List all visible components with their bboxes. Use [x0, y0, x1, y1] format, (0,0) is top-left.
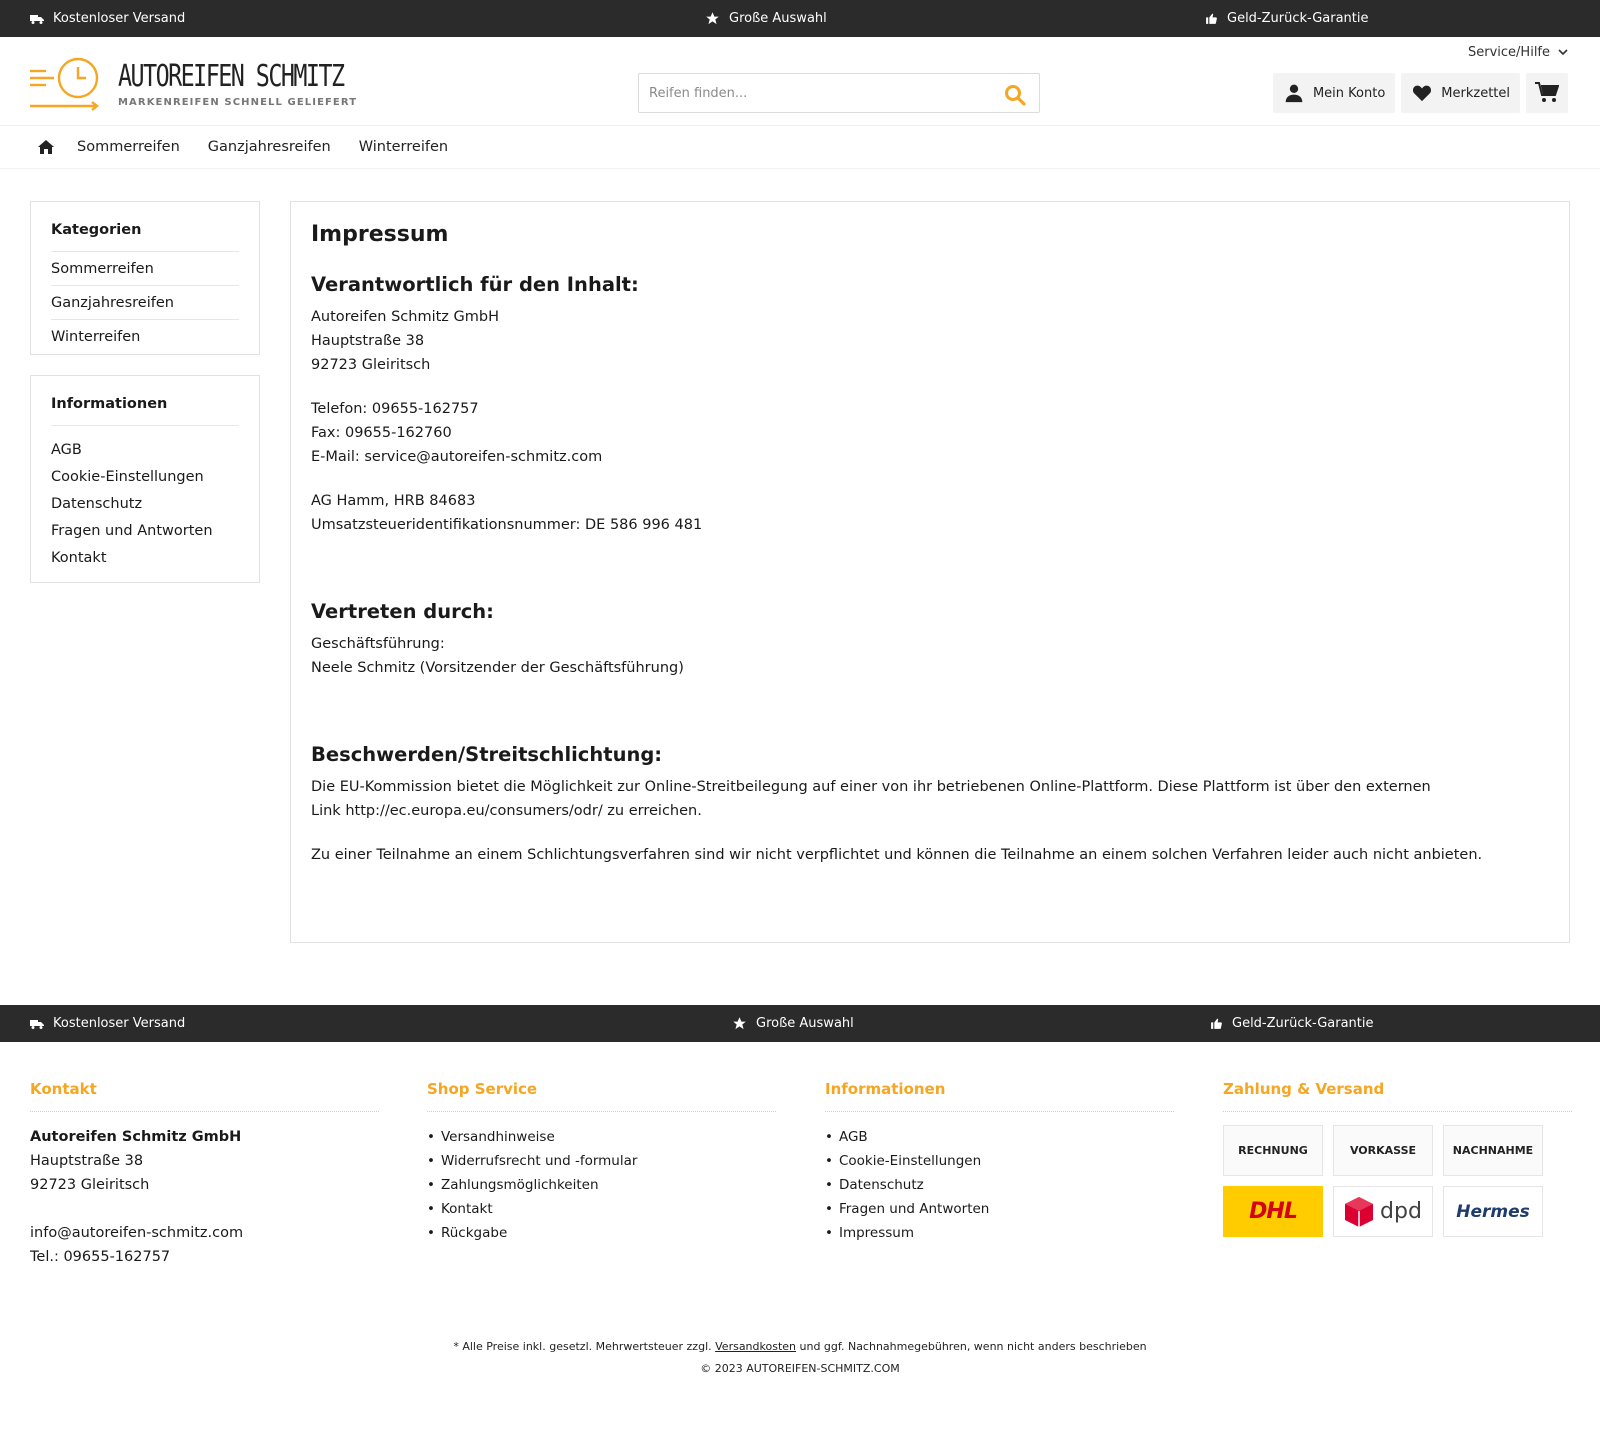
- usp-shipping-bottom: [30, 1005, 185, 1042]
- search-icon[interactable]: [1003, 83, 1027, 107]
- wishlist-button[interactable]: [1401, 73, 1520, 113]
- company-name: Autoreifen Schmitz GmbH: [311, 309, 499, 325]
- footer-contact-title: Kontakt: [30, 1080, 379, 1112]
- dpd-cube-icon: [1344, 1196, 1374, 1228]
- information-title: Informationen: [51, 396, 239, 426]
- header: [0, 37, 1600, 126]
- management-label: Geschäftsführung:: [311, 636, 445, 652]
- user-icon: [1284, 83, 1304, 103]
- footer-link-agb[interactable]: • AGB: [825, 1125, 1174, 1149]
- carrier-dpd-logo: [1333, 1186, 1433, 1237]
- main-nav: [0, 126, 1600, 169]
- logo-name: AUTOREIFEN SCHMITZ: [118, 59, 344, 94]
- odr-text-2: [311, 799, 1549, 823]
- service-help-label: Service/Hilfe: [1468, 45, 1550, 60]
- odr-prefix: Link: [311, 803, 346, 819]
- usp-selection-bottom: [732, 1005, 854, 1042]
- footer-shop-service: [427, 1080, 776, 1245]
- responsible-heading: Verantwortlich für den Inhalt:: [311, 273, 639, 296]
- footer-link-privacy[interactable]: • Datenschutz: [825, 1173, 1174, 1197]
- nav-item-winterreifen[interactable]: Winterreifen: [358, 139, 449, 155]
- sidebar: [30, 201, 260, 603]
- search-form: [638, 73, 1040, 113]
- payment-prepayment: VORKASSE: [1333, 1125, 1433, 1176]
- complaints-heading: Beschwerden/Streitschlichtung:: [311, 743, 663, 766]
- dhl-wordmark: DHL: [1249, 1199, 1297, 1224]
- impressum-content: [290, 201, 1570, 943]
- carrier-dhl-logo: [1223, 1186, 1323, 1237]
- arbitration-text: Zu einer Teilnahme an einem Schlichtungsverfahren sind wir nicht verpflichtet und können die Teilnahme an einem solchen Verfahren leider auch nicht anbieten.: [311, 847, 1483, 863]
- star-icon: [732, 1016, 747, 1031]
- sidebar-item-agb[interactable]: AGB: [51, 442, 82, 458]
- footer-company: Autoreifen Schmitz GmbH: [30, 1129, 242, 1145]
- footer-link-contact[interactable]: • Kontakt: [427, 1197, 776, 1221]
- categories-title: Kategorien: [51, 222, 239, 252]
- logo[interactable]: [30, 57, 358, 111]
- carrier-hermes-logo: [1443, 1186, 1543, 1237]
- chevron-down-icon: [1558, 49, 1568, 56]
- usp-selection: [705, 0, 827, 37]
- usp-selection-label: Große Auswahl: [729, 11, 827, 26]
- payment-cash-on-delivery: NACHNAHME: [1443, 1125, 1543, 1176]
- footer-link-withdrawal[interactable]: • Widerrufsrecht und -formular: [427, 1149, 776, 1173]
- hermes-wordmark: Hermes: [1456, 1201, 1530, 1222]
- usp-guarantee-label: Geld-Zurück-Garantie: [1232, 1016, 1374, 1031]
- nav-item-ganzjahresreifen[interactable]: Ganzjahresreifen: [207, 139, 331, 155]
- footer-link-faq[interactable]: • Fragen und Antworten: [825, 1197, 1174, 1221]
- usp-shipping: [30, 0, 185, 37]
- company-fax: Fax: 09655-162760: [311, 425, 452, 441]
- thumbs-up-icon: [1205, 12, 1218, 25]
- footer-phone: Tel.: 09655-162757: [30, 1249, 171, 1265]
- clock-logo-icon: [30, 57, 102, 111]
- footer-link-shipping-info[interactable]: • Versandhinweise: [427, 1125, 776, 1149]
- account-label: Mein Konto: [1312, 85, 1386, 101]
- payment-logos: [1223, 1125, 1572, 1237]
- footer-information: [825, 1080, 1174, 1245]
- company-email-link[interactable]: service@autoreifen-schmitz.com: [364, 449, 603, 465]
- usp-guarantee: [1205, 0, 1369, 37]
- footer-city: 92723 Gleiritsch: [30, 1177, 150, 1193]
- logo-tagline: MARKENREIFEN SCHNELL GELIEFERT: [118, 97, 358, 108]
- truck-icon: [30, 14, 44, 24]
- represented-heading: Vertreten durch:: [311, 600, 494, 623]
- company-street: Hauptstraße 38: [311, 333, 425, 349]
- sidebar-information: [30, 375, 260, 583]
- odr-suffix: zu erreichen.: [602, 803, 702, 819]
- truck-icon: [30, 1019, 44, 1029]
- top-usp-bar: [0, 0, 1600, 37]
- sidebar-item-ganzjahresreifen[interactable]: Ganzjahresreifen: [51, 286, 239, 320]
- sidebar-item-contact[interactable]: Kontakt: [51, 550, 107, 566]
- usp-guarantee-bottom: [1210, 1005, 1374, 1042]
- search-input[interactable]: [639, 74, 979, 112]
- footer-contact: [30, 1080, 379, 1269]
- company-email-line: [311, 445, 1549, 469]
- sidebar-item-sommerreifen[interactable]: Sommerreifen: [51, 252, 239, 286]
- copyright: © 2023 AUTOREIFEN-SCHMITZ.COM: [700, 1362, 900, 1375]
- footer-payment-shipping: [1223, 1080, 1572, 1237]
- company-phone: Telefon: 09655-162757: [311, 401, 479, 417]
- cart-button[interactable]: [1526, 73, 1568, 113]
- price-note: [0, 1336, 1600, 1358]
- thumbs-up-icon: [1210, 1017, 1223, 1030]
- footer-payment-title: Zahlung & Versand: [1223, 1080, 1572, 1112]
- price-note-suffix: und ggf. Nachnahmegebühren, wenn nicht anders beschrieben: [796, 1340, 1147, 1353]
- company-vat-id: Umsatzsteueridentifikationsnummer: DE 586 996 481: [311, 517, 703, 533]
- shipping-costs-link[interactable]: Versandkosten: [715, 1340, 797, 1353]
- odr-link[interactable]: http://ec.europa.eu/consumers/odr/: [345, 803, 603, 819]
- wishlist-label: Merkzettel: [1441, 85, 1510, 101]
- price-note-prefix: * Alle Preise inkl. gesetzl. Mehrwertsteuer zzgl.: [453, 1340, 716, 1353]
- usp-guarantee-label: Geld-Zurück-Garantie: [1227, 11, 1369, 26]
- odr-text-1: Die EU-Kommission bietet die Möglichkeit zur Online-Streitbeilegung auf einer von ihr betriebenen Online-Plattform. Diese Plattform ist über den externen: [311, 779, 1431, 795]
- company-city: 92723 Gleiritsch: [311, 357, 431, 373]
- legal-notice: [0, 1336, 1600, 1380]
- footer-shop-service-title: Shop Service: [427, 1080, 776, 1112]
- bottom-usp-bar: [0, 1005, 1600, 1042]
- footer-information-title: Informationen: [825, 1080, 1174, 1112]
- dpd-wordmark: dpd: [1380, 1199, 1422, 1224]
- footer-link-returns[interactable]: • Rückgabe: [427, 1221, 776, 1245]
- header-actions: [1273, 73, 1568, 113]
- payment-invoice: RECHNUNG: [1223, 1125, 1323, 1176]
- account-button[interactable]: [1273, 73, 1395, 113]
- usp-selection-label: Große Auswahl: [756, 1016, 854, 1031]
- management-name: Neele Schmitz (Vorsitzender der Geschäftsführung): [311, 660, 684, 676]
- footer-link-impressum[interactable]: • Impressum: [825, 1221, 1174, 1245]
- sidebar-item-winterreifen[interactable]: Winterreifen: [51, 329, 141, 345]
- star-icon: [705, 11, 720, 26]
- footer-link-cookie-settings[interactable]: • Cookie-Einstellungen: [825, 1149, 1174, 1173]
- email-prefix: E-Mail:: [311, 449, 365, 465]
- sidebar-item-privacy[interactable]: Datenschutz: [51, 496, 143, 512]
- footer-email-link[interactable]: info@autoreifen-schmitz.com: [30, 1225, 244, 1241]
- home-icon[interactable]: [38, 139, 54, 155]
- sidebar-categories: [30, 201, 260, 355]
- sidebar-item-faq[interactable]: Fragen und Antworten: [51, 523, 213, 539]
- usp-shipping-label: Kostenloser Versand: [53, 1016, 186, 1031]
- footer-link-payment-options[interactable]: • Zahlungsmöglichkeiten: [427, 1173, 776, 1197]
- page-title: Impressum: [311, 222, 449, 247]
- footer-street: Hauptstraße 38: [30, 1153, 144, 1169]
- sidebar-item-cookie-settings[interactable]: Cookie-Einstellungen: [51, 469, 204, 485]
- cart-icon: [1535, 82, 1559, 104]
- nav-item-sommerreifen[interactable]: Sommerreifen: [77, 139, 180, 155]
- heart-icon: [1412, 84, 1432, 102]
- company-register: AG Hamm, HRB 84683: [311, 493, 476, 509]
- usp-shipping-label: Kostenloser Versand: [53, 11, 186, 26]
- service-help-menu[interactable]: [1468, 45, 1568, 60]
